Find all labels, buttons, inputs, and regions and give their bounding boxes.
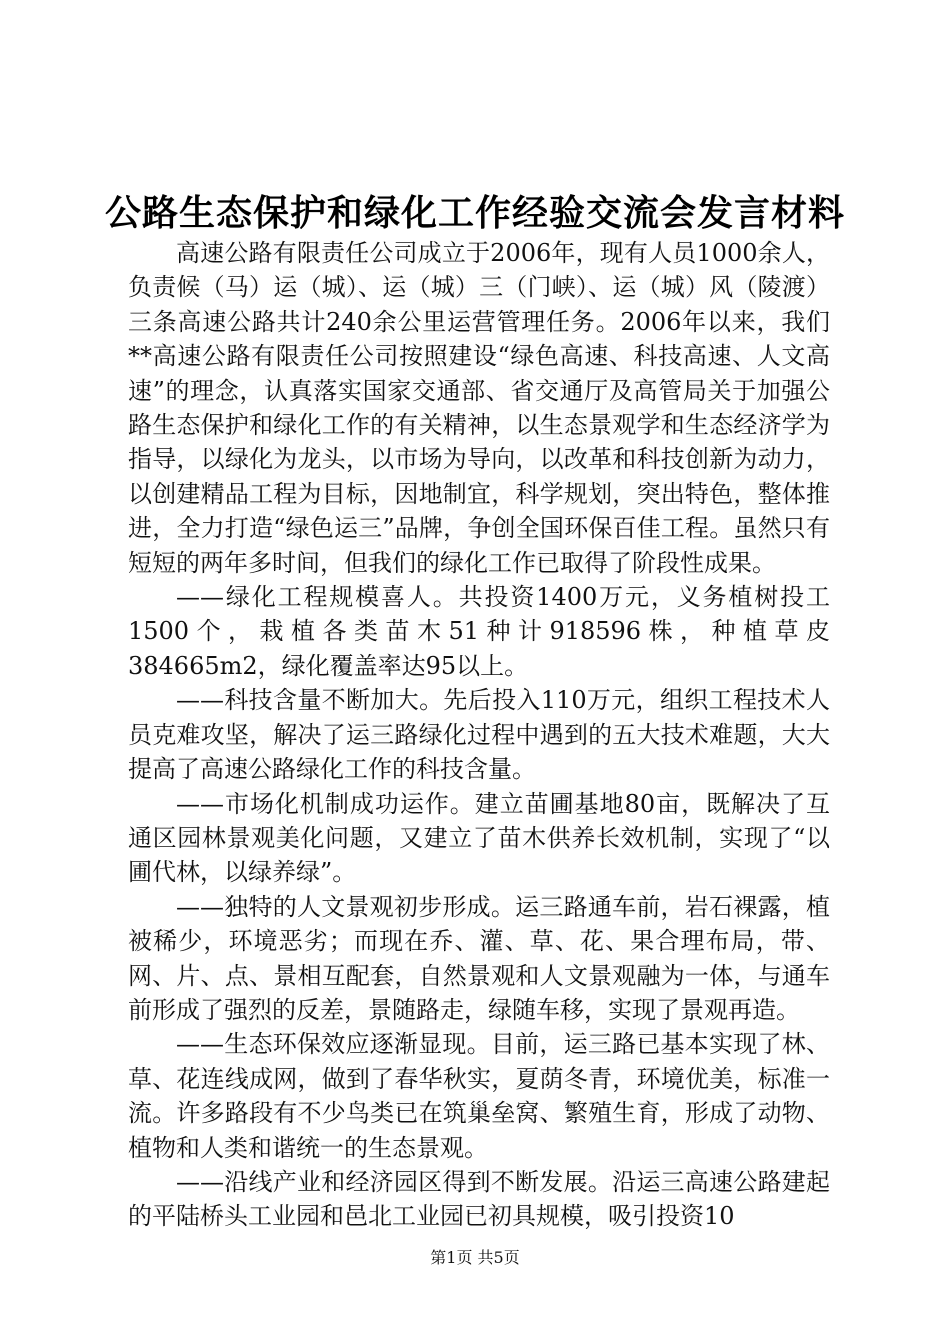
paragraph-industrial-parks: ——沿线产业和经济园区得到不断发展。沿运三高速公路建起的平陆桥头工业园和邑北工业园已初具规模，吸引投资10 xyxy=(128,1167,830,1231)
paragraph-greening-scale: ——绿化工程规模喜人。共投资1400万元，义务植树投工1500个，栽植各类苗木51种计918596株，种植草皮384665m2，绿化覆盖率达95以上。 xyxy=(128,583,830,680)
page-number-footer: 第1页 共5页 xyxy=(430,1248,520,1267)
paragraph-market-mechanism: ——市场化机制成功运作。建立苗圃基地80亩，既解决了互通区园林景观美化问题，又建立了苗木供养长效机制，实现了“以圃代林，以绿养绿”。 xyxy=(128,789,830,887)
paragraph-technology: ——科技含量不断加大。先后投入110万元，组织工程技术人员克难攻坚，解决了运三路绿化过程中遇到的五大技术难题，大大提高了高速公路绿化工作的科技含量。 xyxy=(128,686,830,784)
document-body xyxy=(128,236,830,1234)
paragraph-intro: 高速公路有限责任公司成立于2006年，现有人员1000余人，负责候（马）运（城）、运（城）三（门峡）、运（城）风（陵渡）三条高速公路共计240余公里运营管理任务。2006年以来，我们**高速公路有限责任公司按照建设“绿色高速、科技高速、人文高速”的理念，认真落实国家交通部、省交通厅及高管局关于加强公路生态保护和绿化工作的有关精神，以生态景观学和生态经济学为指导，以绿化为龙头，以市场为导向，以改革和科技创新为动力，以创建精品工程为目标，因地制宜，科学规划，突出特色，整体推进，全力打造“绿色运三”品牌，争创全国环保百佳工程。虽然只有短短的两年多时间，但我们的绿化工作已取得了阶段性成果。 xyxy=(128,239,830,577)
document-title: 公路生态保护和绿化工作经验交流会发言材料 xyxy=(104,192,845,234)
paragraph-humanistic-landscape: ——独特的人文景观初步形成。运三路通车前，岩石裸露，植被稀少，环境恶劣；而现在乔、灌、草、花、果合理布局，带、网、片、点、景相互配套，自然景观和人文景观融为一体，与通车前形成了强烈的反差，景随路走，绿随车移，实现了景观再造。 xyxy=(128,892,830,1024)
paragraph-ecological-effect: ——生态环保效应逐渐显现。目前，运三路已基本实现了林、草、花连线成网，做到了春华秋实，夏荫冬青，环境优美，标准一流。许多路段有不少鸟类已在筑巢垒窝、繁殖生育，形成了动物、植物和人类和谐统一的生态景观。 xyxy=(128,1030,830,1162)
